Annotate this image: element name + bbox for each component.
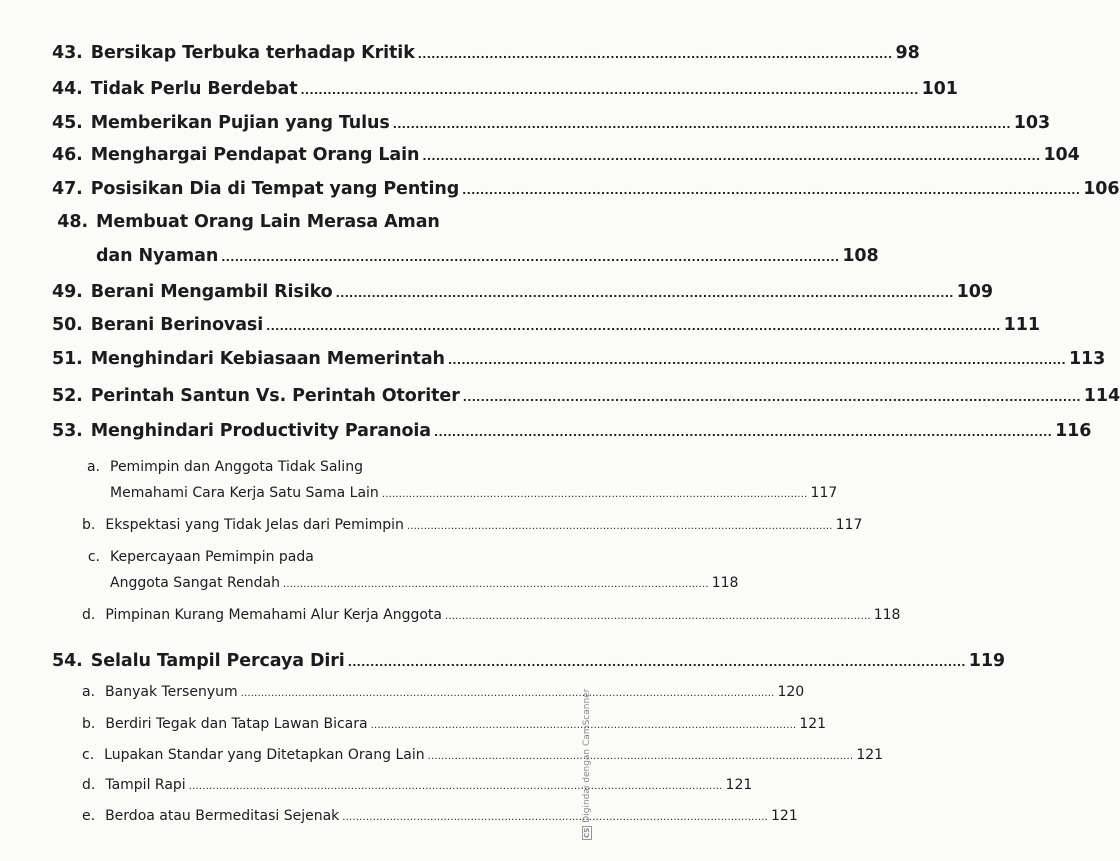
subentry-letter: d. [82, 777, 96, 793]
entry-number: 43. [52, 43, 83, 63]
toc-entry-53 [52, 421, 1092, 441]
toc-entry-44 [52, 79, 958, 99]
toc-entry-43 [52, 43, 920, 63]
toc-subentry-53c-line2 [110, 575, 739, 591]
dot-leader: .............................................................................................................................. [406, 521, 833, 532]
entry-number: 45. [52, 113, 83, 133]
toc-entry-52 [52, 386, 1120, 406]
subentry-title: Pimpinan Kurang Memahami Alur Kerja Anggota [105, 607, 442, 623]
dot-leader: .............................................................................................................................. [427, 751, 854, 762]
subentry-letter: b. [82, 517, 96, 533]
subentry-title: Banyak Tersenyum [105, 684, 238, 700]
entry-number: 52. [52, 386, 83, 406]
subentry-letter: c. [82, 747, 95, 763]
entry-title: Tidak Perlu Berdebat [90, 79, 298, 99]
dot-leader: .......................................................................................................................................... [392, 118, 1011, 131]
subentry-title: Tampil Rapi [105, 777, 186, 793]
entry-page: 108 [842, 246, 879, 266]
entry-page: 103 [1013, 113, 1051, 133]
entry-title: Bersikap Terbuka terhadap Kritik [90, 43, 415, 63]
dot-leader: .......................................................................................................................................... [447, 354, 1066, 367]
toc-subentry-54a [82, 684, 805, 700]
entry-title: Selalu Tampil Percaya Diri [90, 651, 345, 671]
subentry-page: 117 [835, 517, 863, 533]
entry-page: 104 [1043, 145, 1080, 165]
toc-subentry-53d [82, 607, 901, 623]
subentry-page: 121 [725, 777, 753, 793]
entry-title: Posisikan Dia di Tempat yang Penting [90, 179, 460, 199]
entry-title: Membuat Orang Lain Merasa Aman [96, 212, 440, 232]
toc-entry-47 [52, 179, 1120, 199]
toc-subentry-54e [82, 808, 798, 824]
entry-page: 101 [921, 79, 958, 99]
dot-leader: .............................................................................................................................. [342, 812, 768, 823]
toc-subentry-54c [82, 747, 884, 763]
toc-subentry-53c-line1 [82, 549, 542, 565]
toc-subentry-53a-line1 [82, 459, 542, 475]
subentry-page: 121 [799, 716, 827, 732]
entry-number: 51. [52, 349, 83, 369]
entry-number: 49. [52, 282, 83, 302]
subentry-letter: a. [86, 459, 100, 475]
dot-leader: .............................................................................................................................. [282, 579, 709, 590]
toc-entry-45 [52, 113, 1051, 133]
subentry-title: Ekspektasi yang Tidak Jelas dari Pemimpin [105, 517, 404, 533]
entry-title: Menghargai Pendapat Orang Lain [90, 145, 420, 165]
subentry-letter: e. [82, 808, 96, 824]
entry-title-continued: dan Nyaman [96, 246, 219, 266]
subentry-page: 118 [873, 607, 901, 623]
scanner-watermark [582, 688, 596, 850]
subentry-letter: d. [82, 607, 96, 623]
dot-leader: .......................................................................................................................................... [434, 426, 1053, 439]
subentry-title: Kepercayaan Pemimpin pada [110, 549, 314, 565]
subentry-title-continued: Memahami Cara Kerja Satu Sama Lain [110, 485, 379, 501]
toc-entry-48-line1 [52, 212, 542, 232]
entry-page: 111 [1003, 315, 1040, 335]
subentry-title: Berdiri Tegak dan Tatap Lawan Bicara [105, 716, 368, 732]
entry-number: 46. [52, 145, 83, 165]
entry-title: Perintah Santun Vs. Perintah Otoriter [90, 386, 460, 406]
toc-entry-49 [52, 282, 993, 302]
dot-leader: .......................................................................................................... [417, 48, 893, 61]
subentry-title: Berdoa atau Bermeditasi Sejenak [105, 808, 340, 824]
dot-leader: .......................................................................................................................................... [462, 184, 1081, 197]
entry-number: 53. [52, 421, 83, 441]
subentry-page: 118 [711, 575, 739, 591]
toc-subentry-54b [82, 716, 827, 732]
entry-title: Berani Berinovasi [90, 315, 264, 335]
subentry-letter: c. [87, 549, 100, 565]
entry-number: 48. [57, 212, 88, 232]
subentry-page: 117 [810, 485, 838, 501]
entry-page: 98 [895, 43, 920, 63]
dot-leader: .............................................................................................................................................................. [188, 781, 723, 792]
dot-leader: .............................................................................................................................. [444, 611, 871, 622]
entry-number: 50. [52, 315, 83, 335]
subentry-title: Pemimpin dan Anggota Tidak Saling [110, 459, 363, 475]
toc-entry-50 [52, 315, 1040, 335]
dot-leader: .............................................................................................................................................................. [240, 688, 775, 699]
watermark-text: CSDigindai dengan CamScanner [582, 688, 592, 838]
dot-leader: .......................................................................................................................................... [300, 84, 919, 97]
entry-number: 47. [52, 179, 83, 199]
entry-page: 116 [1055, 421, 1092, 441]
subentry-letter: b. [82, 716, 96, 732]
camscanner-logo-icon: CS [583, 827, 591, 838]
subentry-title: Lupakan Standar yang Ditetapkan Orang Lain [104, 747, 425, 763]
toc-subentry-53a-line2 [110, 485, 838, 501]
subentry-title-continued: Anggota Sangat Rendah [110, 575, 280, 591]
dot-leader: .......................................................................................................................................... [462, 391, 1081, 404]
entry-title: Menghindari Productivity Paranoia [90, 421, 432, 441]
entry-number: 44. [52, 79, 83, 99]
entry-title: Memberikan Pujian yang Tulus [90, 113, 390, 133]
entry-title: Menghindari Kebiasaan Memerintah [90, 349, 445, 369]
toc-subentry-54d [82, 777, 753, 793]
dot-leader: .......................................................................................................................................... [335, 287, 954, 300]
subentry-page: 121 [771, 808, 798, 824]
dot-leader: .............................................................................................................................. [381, 489, 808, 500]
entry-page: 119 [968, 651, 1006, 671]
toc-subentry-53b [82, 517, 863, 533]
dot-leader: .................................................................................................................................................................... [266, 320, 1001, 333]
dot-leader: .......................................................................................................................................... [422, 150, 1041, 163]
subentry-page: 121 [856, 747, 884, 763]
entry-page: 114 [1083, 386, 1120, 406]
entry-page: 109 [956, 282, 993, 302]
entry-title: Berani Mengambil Risiko [90, 282, 333, 302]
toc-entry-48-line2 [96, 246, 879, 266]
entry-number: 54. [52, 651, 83, 671]
subentry-page: 120 [777, 684, 805, 700]
toc-entry-54 [52, 651, 1006, 671]
entry-page: 106 [1083, 179, 1120, 199]
toc-entry-51 [52, 349, 1106, 369]
dot-leader: .............................................................................................................................. [370, 720, 797, 731]
entry-page: 113 [1068, 349, 1106, 369]
dot-leader: .......................................................................................................................................... [347, 656, 966, 669]
dot-leader: .......................................................................................................................................... [221, 251, 840, 264]
subentry-letter: a. [82, 684, 96, 700]
toc-entry-46 [52, 145, 1080, 165]
